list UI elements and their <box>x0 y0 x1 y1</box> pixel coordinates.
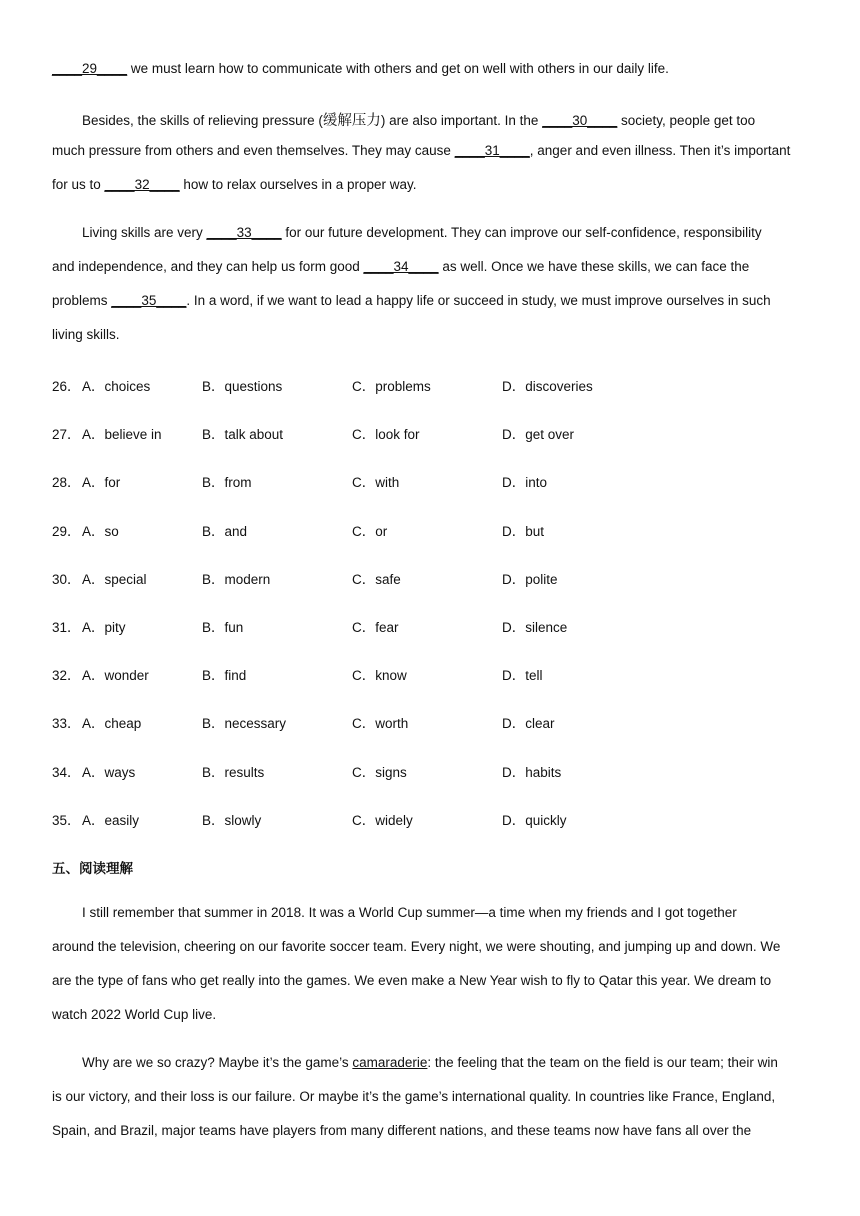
question-row <box>52 423 812 443</box>
text-segment: is our victory, and their loss is our failure. Or maybe it’s the game’s international quality. In countries like France, England, <box>52 1089 776 1104</box>
text-segment: we must learn how to communicate with others and get on well with others in our daily life. <box>127 61 669 76</box>
option-c[interactable]: C．know <box>352 668 407 684</box>
option-d[interactable]: D．discoveries <box>502 379 593 394</box>
passage2-line <box>52 939 780 954</box>
question-row <box>52 809 812 829</box>
option-b[interactable]: B．slowly <box>202 812 262 828</box>
question-row <box>52 471 812 491</box>
question-row <box>52 712 812 732</box>
text-segment: for us to <box>52 177 105 192</box>
question-number: 29． <box>52 523 81 539</box>
option-d[interactable]: D．clear <box>502 716 555 732</box>
option-a[interactable]: A．wonder <box>82 668 149 684</box>
question-row <box>52 761 812 781</box>
chinese-gloss: 缓解压力 <box>322 113 381 129</box>
underlined-word: camaraderie <box>352 1055 428 1070</box>
passage1-line <box>82 109 755 130</box>
option-d[interactable]: D．get over <box>502 427 575 443</box>
text-segment: problems <box>52 293 112 308</box>
text-segment: are the type of fans who get really into the games. We even make a New Year wish to fly to Qatar this year. We dream to <box>52 973 772 988</box>
option-d[interactable]: D．tell <box>502 668 543 684</box>
passage1-line <box>52 61 669 76</box>
option-c[interactable]: C．problems <box>352 379 431 394</box>
option-b[interactable]: B．find <box>202 668 247 684</box>
question-row <box>52 664 812 684</box>
option-a[interactable]: A．believe in <box>82 427 162 443</box>
question-number: 26． <box>52 379 81 394</box>
text-segment: how to relax ourselves in a proper way. <box>179 177 417 192</box>
text-segment: ) are also important. In the <box>380 113 543 128</box>
option-c[interactable]: C．widely <box>352 812 413 828</box>
option-b[interactable]: B．and <box>202 523 248 539</box>
question-number: 35． <box>52 812 81 828</box>
answer-blank: ____31____ <box>454 143 530 158</box>
option-c[interactable]: C．worth <box>352 716 409 732</box>
question-number: 34． <box>52 764 81 780</box>
text-segment: watch 2022 World Cup live. <box>52 1007 217 1022</box>
option-b[interactable]: B．talk about <box>202 427 284 443</box>
answer-blank: ____33____ <box>206 225 282 240</box>
option-c[interactable]: C．look for <box>352 427 420 443</box>
question-number: 27． <box>52 427 81 443</box>
option-d[interactable]: D．into <box>502 475 548 491</box>
option-d[interactable]: D．silence <box>502 620 568 635</box>
passage2-line <box>52 973 771 988</box>
option-c[interactable]: C．with <box>352 475 400 491</box>
question-number: 32． <box>52 668 81 684</box>
text-segment: society, people get too <box>617 113 756 128</box>
text-segment: Why are we so crazy? Maybe it’s the game’s <box>82 1055 353 1070</box>
question-number: 30． <box>52 571 81 587</box>
option-a[interactable]: A．pity <box>82 620 126 635</box>
question-number: 28． <box>52 475 81 491</box>
option-a[interactable]: A．so <box>82 523 119 539</box>
option-b[interactable]: B．results <box>202 764 265 780</box>
passage1-line <box>52 143 790 158</box>
answer-blank: ____35____ <box>111 293 187 308</box>
passage2-line <box>52 1123 751 1138</box>
section-heading: 五、阅读理解 <box>52 861 133 877</box>
option-a[interactable]: A．special <box>82 571 147 587</box>
answer-blank: ____30____ <box>542 113 618 128</box>
text-segment: as well. Once we have these skills, we can face the <box>438 259 750 274</box>
passage2-line <box>52 1007 216 1022</box>
option-b[interactable]: B．modern <box>202 571 271 587</box>
option-c[interactable]: C．signs <box>352 764 407 780</box>
option-d[interactable]: D．polite <box>502 571 558 587</box>
text-segment: I still remember that summer in 2018. It was a World Cup summer—a time when my friends and I got together <box>82 905 737 920</box>
text-segment: much pressure from others and even themselves. They may cause <box>52 143 455 158</box>
text-segment: around the television, cheering on our favorite soccer team. Every night, we were shouting, and jumping up and down. We <box>52 939 781 954</box>
text-segment: living skills. <box>52 327 120 342</box>
option-d[interactable]: D．but <box>502 523 545 539</box>
option-a[interactable]: A．ways <box>82 764 136 780</box>
option-d[interactable]: D．quickly <box>502 812 567 828</box>
text-segment: , anger and even illness. Then it’s important <box>529 143 791 158</box>
text-segment: Besides, the skills of relieving pressure ( <box>82 113 323 128</box>
text-segment: Living skills are very <box>82 225 207 240</box>
question-row <box>52 375 812 395</box>
question-row <box>52 616 812 636</box>
option-a[interactable]: A．cheap <box>82 716 142 732</box>
passage1-line <box>52 327 120 342</box>
option-a[interactable]: A．easily <box>82 812 140 828</box>
option-c[interactable]: C．safe <box>352 571 401 587</box>
answer-blank: ____34____ <box>363 259 439 274</box>
question-row <box>52 520 812 540</box>
passage2-line <box>82 1055 778 1070</box>
option-b[interactable]: B．fun <box>202 620 244 635</box>
text-segment: . In a word, if we want to lead a happy life or succeed in study, we must improve ourselves in such <box>186 293 771 308</box>
question-number: 33． <box>52 716 81 732</box>
text-segment: Spain, and Brazil, major teams have players from many different nations, and these teams now have fans all over the <box>52 1123 752 1138</box>
option-b[interactable]: B．necessary <box>202 716 287 732</box>
option-c[interactable]: C．fear <box>352 620 399 635</box>
option-a[interactable]: A．choices <box>82 379 151 394</box>
answer-blank: ____32____ <box>104 177 180 192</box>
question-number: 31． <box>52 620 81 635</box>
text-segment: for our future development. They can improve our self-confidence, responsibility <box>281 225 762 240</box>
answer-blank: ____29____ <box>52 61 128 76</box>
option-c[interactable]: C．or <box>352 523 388 539</box>
passage1-line <box>52 259 749 274</box>
option-a[interactable]: A．for <box>82 475 121 491</box>
passage1-line <box>82 225 762 240</box>
text-segment: and independence, and they can help us form good <box>52 259 364 274</box>
passage1-line <box>52 293 771 308</box>
passage1-line <box>52 177 417 192</box>
option-b[interactable]: B．from <box>202 475 252 491</box>
option-d[interactable]: D．habits <box>502 764 562 780</box>
passage2-line <box>82 905 737 920</box>
question-row <box>52 568 812 588</box>
passage2-line <box>52 1089 775 1104</box>
option-b[interactable]: B．questions <box>202 379 283 394</box>
text-segment: : the feeling that the team on the field is our team; their win <box>427 1055 778 1070</box>
